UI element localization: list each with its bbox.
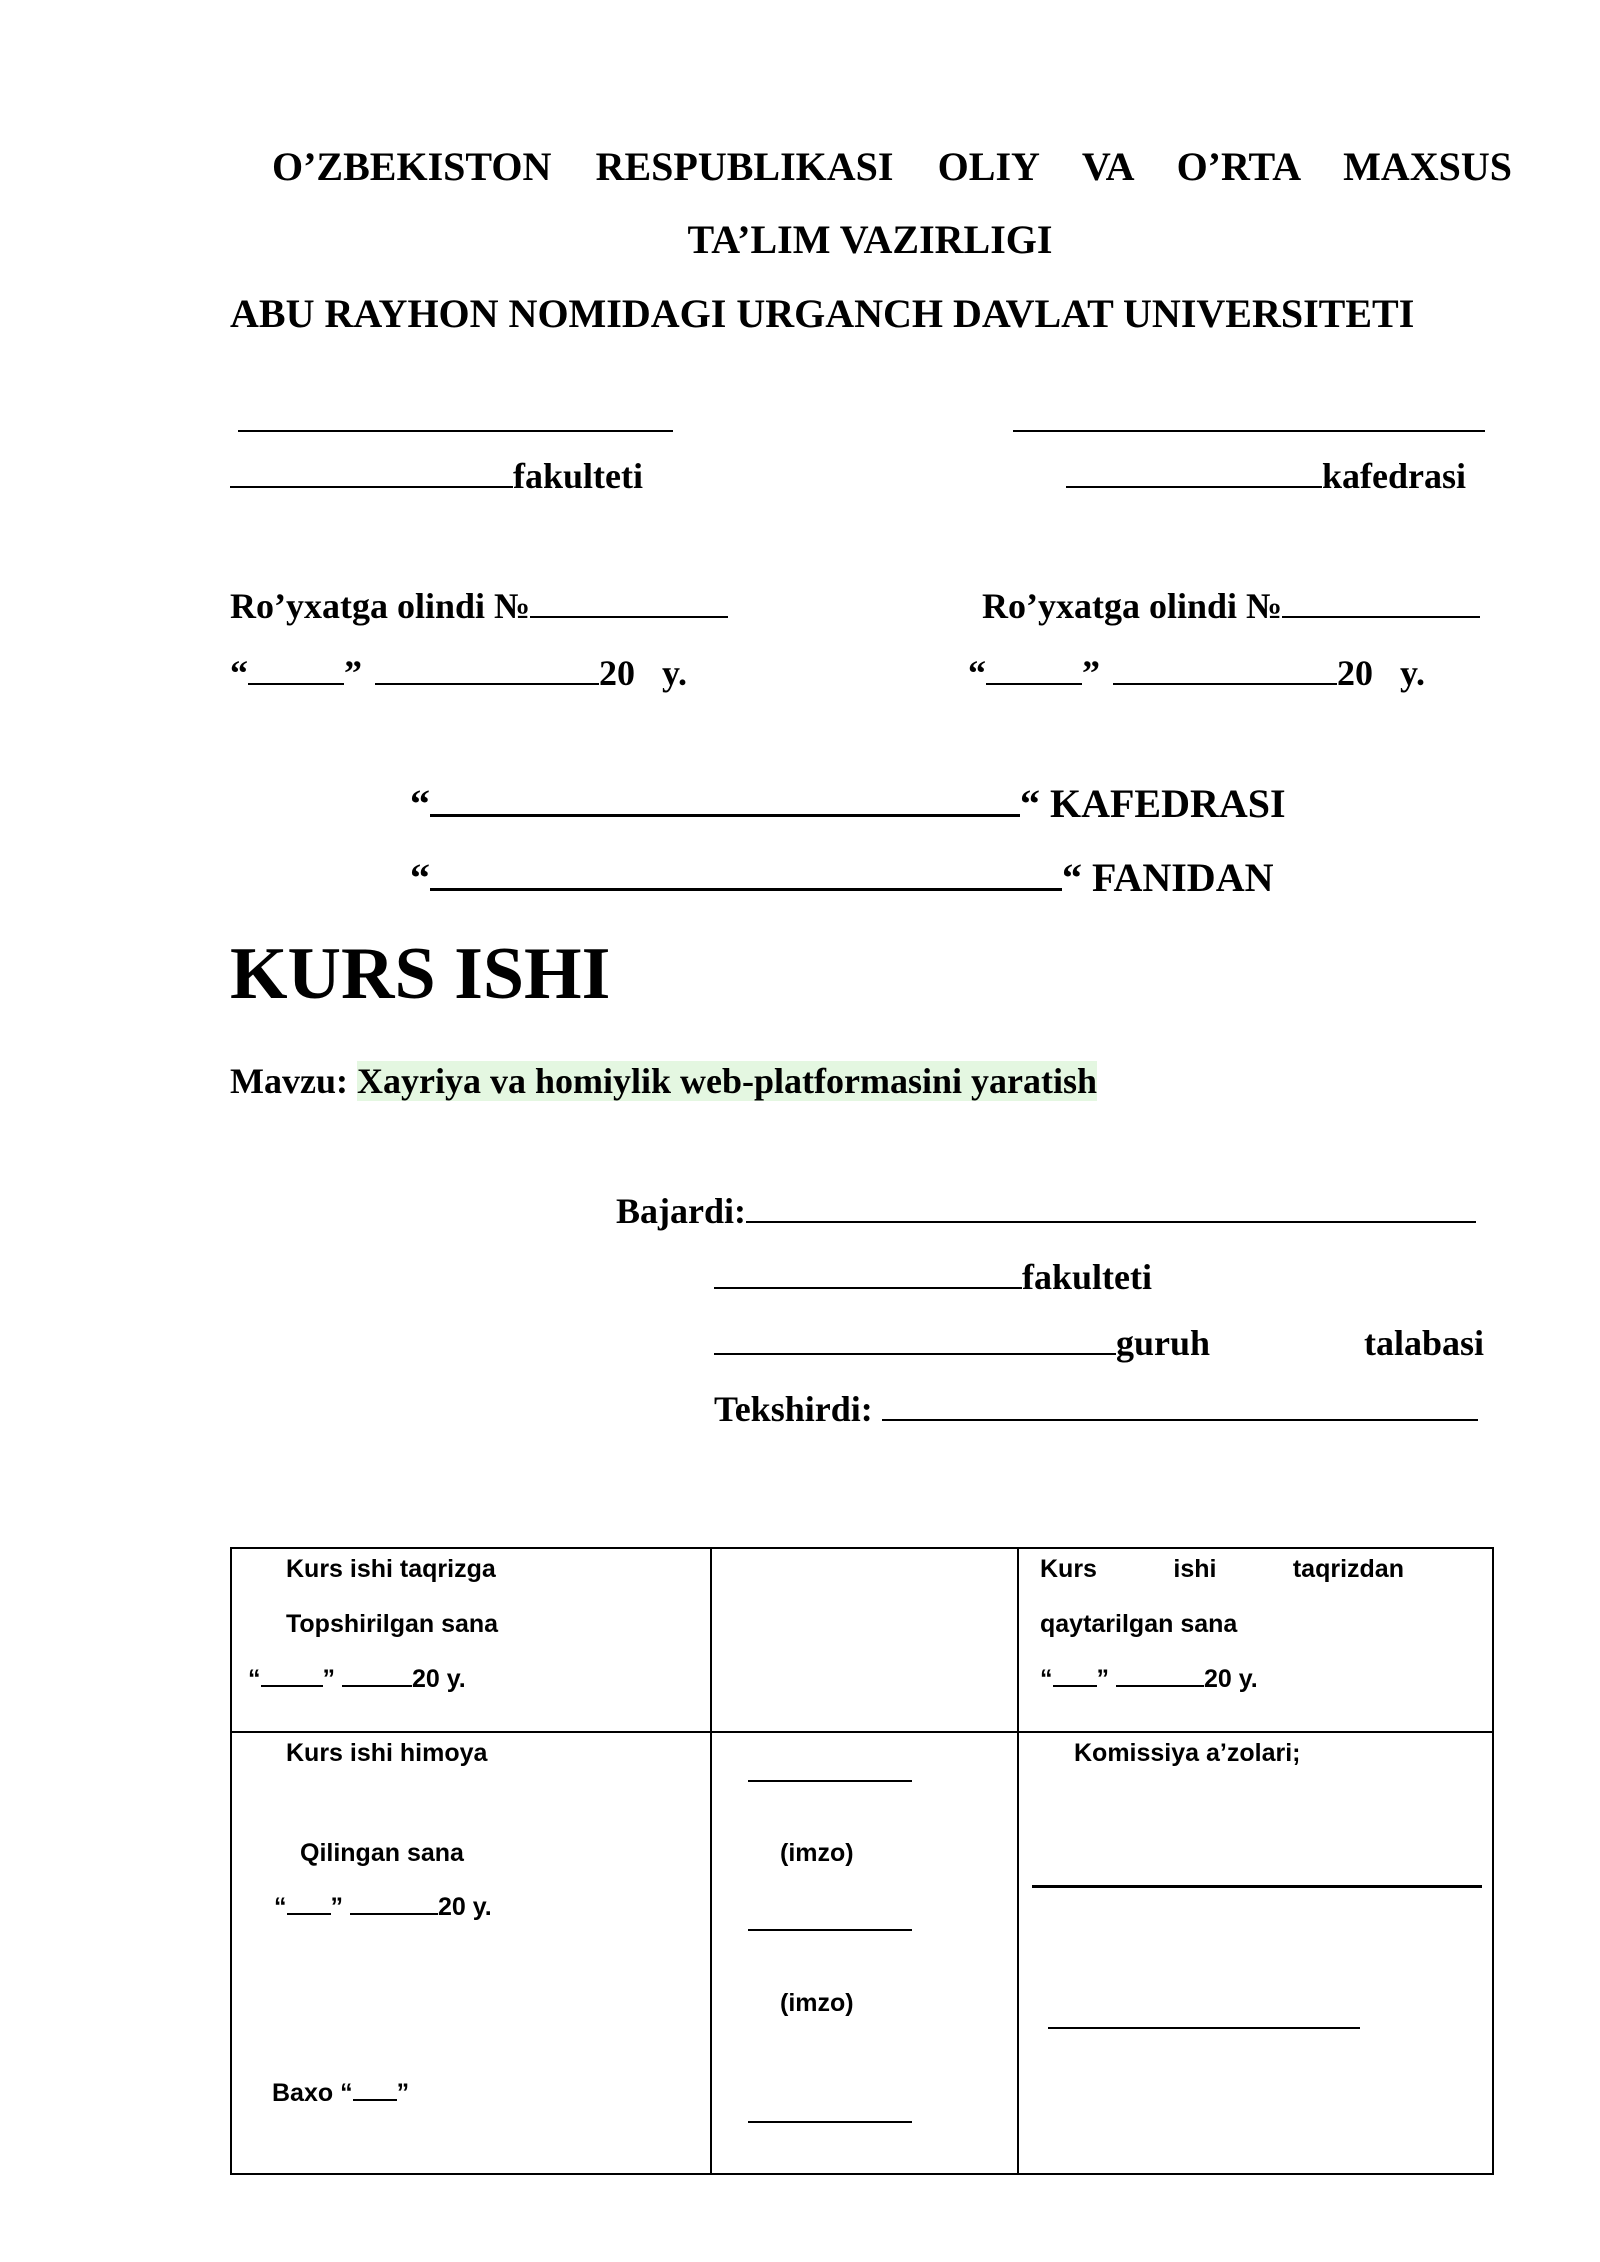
registration-date-right xyxy=(968,652,1425,694)
checker-field xyxy=(714,1388,1478,1430)
registration-label: Ro’yxatga olindi № xyxy=(230,586,531,626)
quote-close: ” xyxy=(344,653,362,693)
table-divider xyxy=(710,1549,712,2173)
commission-label: Komissiya a’zolari; xyxy=(1074,1739,1301,1767)
commission-member-line xyxy=(1032,1885,1482,1888)
faculty-label: fakulteti xyxy=(513,456,643,496)
defense-date: “ ” 20 y. xyxy=(274,1893,492,1921)
group-label: guruh xyxy=(1116,1323,1211,1363)
year-prefix: 20 xyxy=(1337,653,1373,693)
review-table xyxy=(230,1547,1494,2175)
topic-value: Xayriya va homiylik web-platformasini yaratish xyxy=(356,1061,1097,1101)
fan-suffix: “ FANIDAN xyxy=(1062,855,1274,900)
year-suffix: y. xyxy=(1400,653,1426,693)
department-field xyxy=(1066,455,1466,497)
performer-group xyxy=(714,1322,1210,1364)
commission-member-line xyxy=(1048,2027,1360,2029)
kafedra-suffix: “ KAFEDRASI xyxy=(1020,781,1286,826)
signature-line xyxy=(748,1929,912,1931)
grade-field: Baxo “ ” xyxy=(272,2079,410,2107)
registration-left xyxy=(230,585,728,627)
quote-open: “ xyxy=(230,653,248,693)
topic-label: Mavzu: xyxy=(230,1061,348,1101)
registration-right xyxy=(982,585,1480,627)
table-divider xyxy=(1017,1549,1019,2173)
document-title: KURS ISHI xyxy=(230,933,611,1015)
student-label: talabasi xyxy=(1364,1323,1485,1363)
review-return-line1: Kurs ishi taqrizdan xyxy=(1040,1555,1404,1583)
topic xyxy=(230,1060,1097,1102)
signature-caption: (imzo) xyxy=(780,1839,854,1867)
fan-line xyxy=(410,854,1273,901)
quote-open: “ xyxy=(968,653,986,693)
registration-label: Ro’yxatga olindi № xyxy=(982,586,1283,626)
quote-open: “ xyxy=(410,855,430,900)
department-name-line xyxy=(1013,430,1485,432)
ministry-title-line2: TA’LIM VAZIRLIGI xyxy=(687,217,1053,262)
faculty-field xyxy=(230,455,643,497)
signature-line xyxy=(748,1780,912,1782)
review-return-date: “ ” 20 y. xyxy=(1040,1665,1258,1693)
defense-line1: Kurs ishi himoya xyxy=(286,1739,488,1767)
ministry-title-line1: O’ZBEKISTON RESPUBLIKASI OLIY VA O’RTA MAXSUS xyxy=(272,144,1512,189)
table-divider xyxy=(232,1731,1492,1733)
performer-faculty xyxy=(714,1256,1152,1298)
signature-caption: (imzo) xyxy=(780,1989,854,2017)
faculty-name-line xyxy=(238,430,673,432)
defense-line2: Qilingan sana xyxy=(300,1839,464,1867)
department-label: kafedrasi xyxy=(1322,456,1466,496)
review-submit-line1: Kurs ishi taqrizga xyxy=(286,1555,496,1583)
performer-field xyxy=(616,1190,1476,1232)
quote-open: “ xyxy=(410,781,430,826)
registration-date-left xyxy=(230,652,687,694)
year-suffix: y. xyxy=(662,653,688,693)
checker-label: Tekshirdi: xyxy=(714,1389,873,1429)
review-submit-line2: Topshirilgan sana xyxy=(286,1610,499,1638)
kafedra-line xyxy=(410,780,1286,827)
performer-faculty-label: fakulteti xyxy=(1022,1257,1152,1297)
signature-line xyxy=(748,2121,912,2123)
review-submit-date: “ ” 20 y. xyxy=(248,1665,466,1693)
university-title: ABU RAYHON NOMIDAGI URGANCH DAVLAT UNIVERSITETI xyxy=(230,291,1415,336)
year-prefix: 20 xyxy=(599,653,635,693)
quote-close: ” xyxy=(1082,653,1100,693)
review-return-line2: qaytarilgan sana xyxy=(1040,1610,1238,1638)
performer-label: Bajardi: xyxy=(616,1191,746,1231)
